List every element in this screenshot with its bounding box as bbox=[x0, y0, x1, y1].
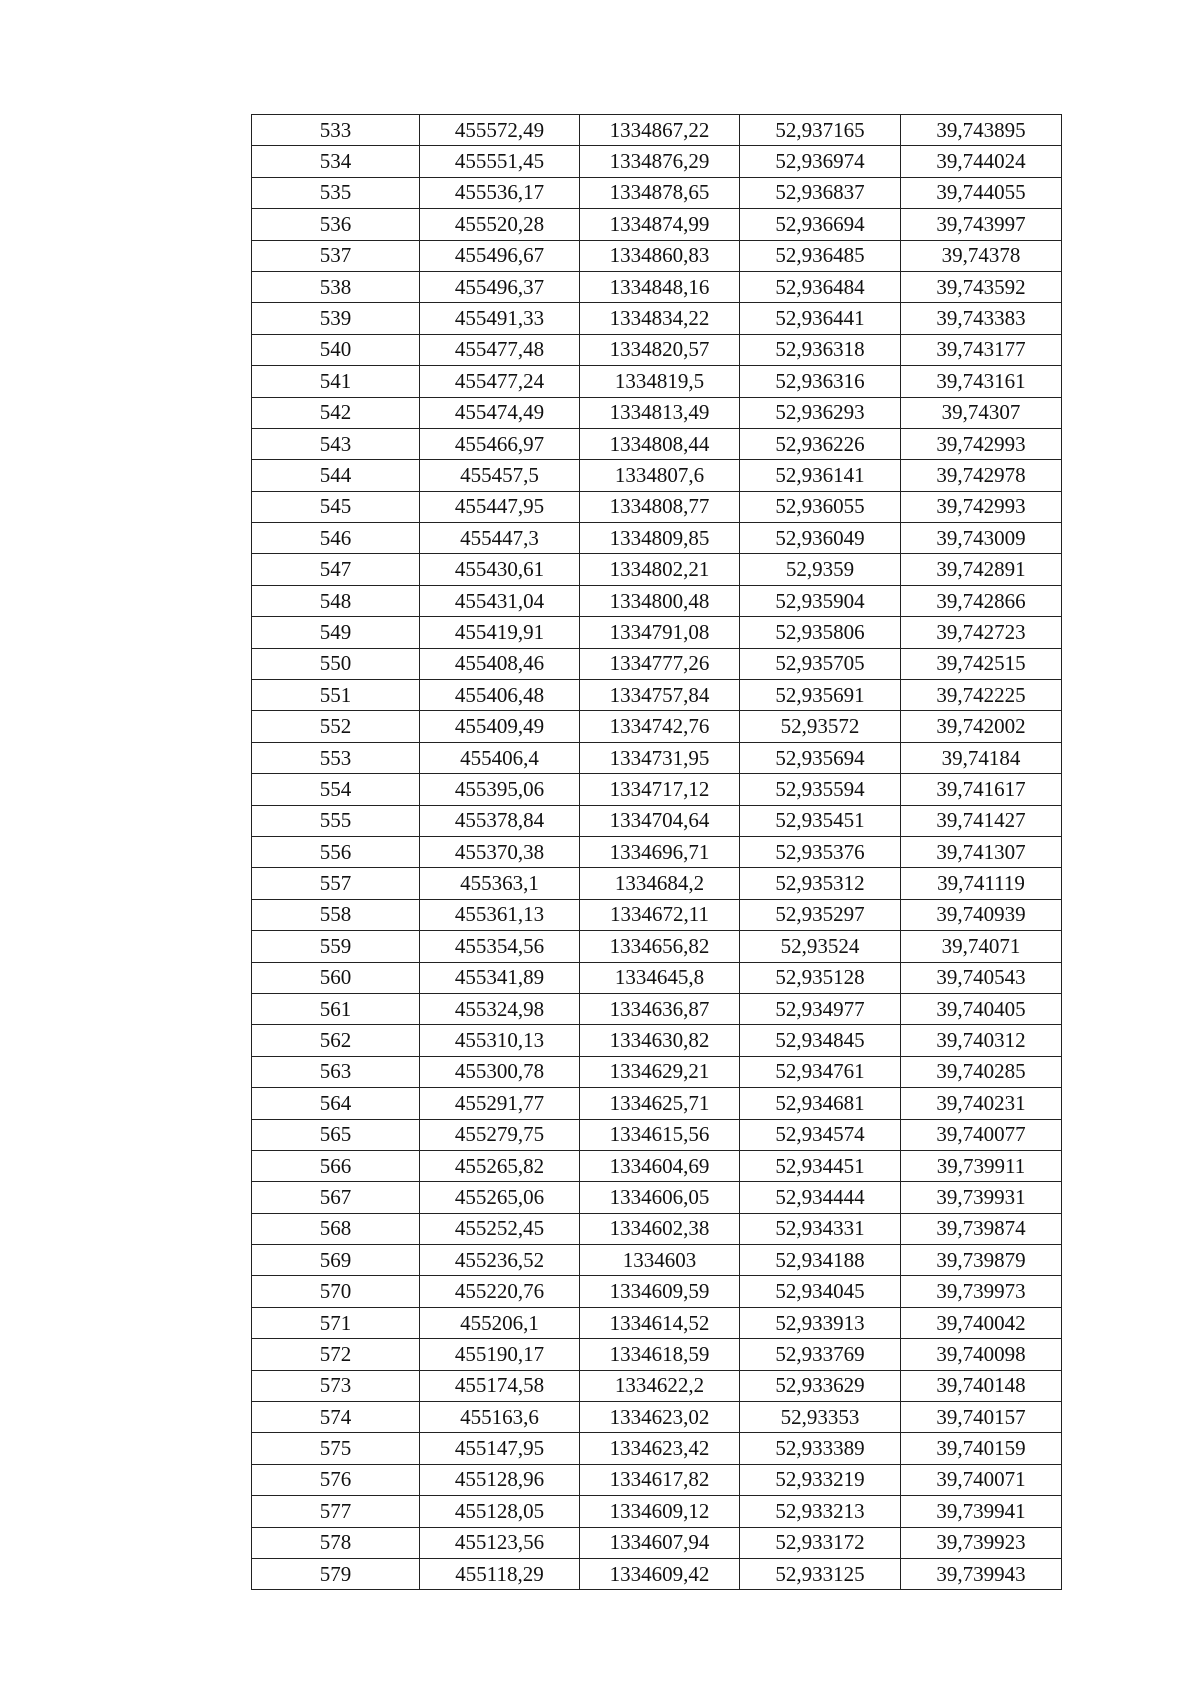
latitude-cell: 52,934574 bbox=[740, 1119, 901, 1150]
longitude-cell: 39,740042 bbox=[901, 1307, 1062, 1338]
point-number-cell: 574 bbox=[252, 1402, 420, 1433]
point-number-cell: 536 bbox=[252, 209, 420, 240]
latitude-cell: 52,93524 bbox=[740, 931, 901, 962]
x-coordinate-cell: 455395,06 bbox=[420, 774, 580, 805]
x-coordinate-cell: 455341,89 bbox=[420, 962, 580, 993]
x-coordinate-cell: 455163,6 bbox=[420, 1402, 580, 1433]
y-coordinate-cell: 1334809,85 bbox=[580, 523, 740, 554]
latitude-cell: 52,934045 bbox=[740, 1276, 901, 1307]
x-coordinate-cell: 455536,17 bbox=[420, 177, 580, 208]
point-number-cell: 560 bbox=[252, 962, 420, 993]
x-coordinate-cell: 455128,05 bbox=[420, 1496, 580, 1527]
latitude-cell: 52,933219 bbox=[740, 1464, 901, 1495]
point-number-cell: 543 bbox=[252, 428, 420, 459]
table-row bbox=[252, 1558, 1062, 1589]
point-number-cell: 559 bbox=[252, 931, 420, 962]
point-number-cell: 571 bbox=[252, 1307, 420, 1338]
point-number-cell: 548 bbox=[252, 585, 420, 616]
longitude-cell: 39,743997 bbox=[901, 209, 1062, 240]
latitude-cell: 52,935297 bbox=[740, 899, 901, 930]
longitude-cell: 39,74071 bbox=[901, 931, 1062, 962]
longitude-cell: 39,744024 bbox=[901, 146, 1062, 177]
y-coordinate-cell: 1334629,21 bbox=[580, 1056, 740, 1087]
longitude-cell: 39,743592 bbox=[901, 271, 1062, 302]
point-number-cell: 553 bbox=[252, 742, 420, 773]
y-coordinate-cell: 1334807,6 bbox=[580, 460, 740, 491]
longitude-cell: 39,74378 bbox=[901, 240, 1062, 271]
point-number-cell: 554 bbox=[252, 774, 420, 805]
x-coordinate-cell: 455291,77 bbox=[420, 1088, 580, 1119]
x-coordinate-cell: 455466,97 bbox=[420, 428, 580, 459]
table-row bbox=[252, 491, 1062, 522]
table-row bbox=[252, 460, 1062, 491]
latitude-cell: 52,933913 bbox=[740, 1307, 901, 1338]
latitude-cell: 52,936441 bbox=[740, 303, 901, 334]
longitude-cell: 39,743383 bbox=[901, 303, 1062, 334]
table-row bbox=[252, 1307, 1062, 1338]
y-coordinate-cell: 1334777,26 bbox=[580, 648, 740, 679]
y-coordinate-cell: 1334684,2 bbox=[580, 868, 740, 899]
table-row bbox=[252, 742, 1062, 773]
table-row bbox=[252, 1245, 1062, 1276]
y-coordinate-cell: 1334800,48 bbox=[580, 585, 740, 616]
latitude-cell: 52,936226 bbox=[740, 428, 901, 459]
point-number-cell: 565 bbox=[252, 1119, 420, 1150]
longitude-cell: 39,739911 bbox=[901, 1150, 1062, 1181]
longitude-cell: 39,743009 bbox=[901, 523, 1062, 554]
point-number-cell: 569 bbox=[252, 1245, 420, 1276]
table-row bbox=[252, 868, 1062, 899]
y-coordinate-cell: 1334860,83 bbox=[580, 240, 740, 271]
table-row bbox=[252, 397, 1062, 428]
latitude-cell: 52,934188 bbox=[740, 1245, 901, 1276]
x-coordinate-cell: 455118,29 bbox=[420, 1558, 580, 1589]
table-row bbox=[252, 303, 1062, 334]
point-number-cell: 572 bbox=[252, 1339, 420, 1370]
table-row bbox=[252, 1025, 1062, 1056]
x-coordinate-cell: 455496,67 bbox=[420, 240, 580, 271]
latitude-cell: 52,936318 bbox=[740, 334, 901, 365]
latitude-cell: 52,936974 bbox=[740, 146, 901, 177]
latitude-cell: 52,936316 bbox=[740, 366, 901, 397]
longitude-cell: 39,740543 bbox=[901, 962, 1062, 993]
y-coordinate-cell: 1334717,12 bbox=[580, 774, 740, 805]
point-number-cell: 577 bbox=[252, 1496, 420, 1527]
point-number-cell: 551 bbox=[252, 680, 420, 711]
point-number-cell: 549 bbox=[252, 617, 420, 648]
table-row bbox=[252, 209, 1062, 240]
longitude-cell: 39,740405 bbox=[901, 993, 1062, 1024]
latitude-cell: 52,93353 bbox=[740, 1402, 901, 1433]
longitude-cell: 39,742993 bbox=[901, 428, 1062, 459]
longitude-cell: 39,741307 bbox=[901, 836, 1062, 867]
latitude-cell: 52,935806 bbox=[740, 617, 901, 648]
table-row bbox=[252, 428, 1062, 459]
longitude-cell: 39,740071 bbox=[901, 1464, 1062, 1495]
longitude-cell: 39,740077 bbox=[901, 1119, 1062, 1150]
x-coordinate-cell: 455123,56 bbox=[420, 1527, 580, 1558]
latitude-cell: 52,935691 bbox=[740, 680, 901, 711]
y-coordinate-cell: 1334604,69 bbox=[580, 1150, 740, 1181]
latitude-cell: 52,934761 bbox=[740, 1056, 901, 1087]
x-coordinate-cell: 455551,45 bbox=[420, 146, 580, 177]
point-number-cell: 578 bbox=[252, 1527, 420, 1558]
longitude-cell: 39,742002 bbox=[901, 711, 1062, 742]
y-coordinate-cell: 1334603 bbox=[580, 1245, 740, 1276]
longitude-cell: 39,739879 bbox=[901, 1245, 1062, 1276]
point-number-cell: 561 bbox=[252, 993, 420, 1024]
x-coordinate-cell: 455190,17 bbox=[420, 1339, 580, 1370]
point-number-cell: 579 bbox=[252, 1558, 420, 1589]
point-number-cell: 556 bbox=[252, 836, 420, 867]
point-number-cell: 537 bbox=[252, 240, 420, 271]
y-coordinate-cell: 1334606,05 bbox=[580, 1182, 740, 1213]
longitude-cell: 39,742891 bbox=[901, 554, 1062, 585]
y-coordinate-cell: 1334623,02 bbox=[580, 1402, 740, 1433]
longitude-cell: 39,741427 bbox=[901, 805, 1062, 836]
point-number-cell: 557 bbox=[252, 868, 420, 899]
x-coordinate-cell: 455310,13 bbox=[420, 1025, 580, 1056]
table-row bbox=[252, 585, 1062, 616]
latitude-cell: 52,935451 bbox=[740, 805, 901, 836]
longitude-cell: 39,740157 bbox=[901, 1402, 1062, 1433]
table-row bbox=[252, 680, 1062, 711]
y-coordinate-cell: 1334623,42 bbox=[580, 1433, 740, 1464]
x-coordinate-cell: 455447,95 bbox=[420, 491, 580, 522]
y-coordinate-cell: 1334625,71 bbox=[580, 1088, 740, 1119]
latitude-cell: 52,934977 bbox=[740, 993, 901, 1024]
x-coordinate-cell: 455236,52 bbox=[420, 1245, 580, 1276]
table-row bbox=[252, 899, 1062, 930]
longitude-cell: 39,739941 bbox=[901, 1496, 1062, 1527]
table-row bbox=[252, 648, 1062, 679]
x-coordinate-cell: 455477,48 bbox=[420, 334, 580, 365]
table-row bbox=[252, 366, 1062, 397]
y-coordinate-cell: 1334878,65 bbox=[580, 177, 740, 208]
x-coordinate-cell: 455457,5 bbox=[420, 460, 580, 491]
longitude-cell: 39,742515 bbox=[901, 648, 1062, 679]
point-number-cell: 544 bbox=[252, 460, 420, 491]
x-coordinate-cell: 455474,49 bbox=[420, 397, 580, 428]
latitude-cell: 52,936694 bbox=[740, 209, 901, 240]
y-coordinate-cell: 1334615,56 bbox=[580, 1119, 740, 1150]
table-row bbox=[252, 1088, 1062, 1119]
y-coordinate-cell: 1334602,38 bbox=[580, 1213, 740, 1244]
y-coordinate-cell: 1334874,99 bbox=[580, 209, 740, 240]
longitude-cell: 39,744055 bbox=[901, 177, 1062, 208]
x-coordinate-cell: 455174,58 bbox=[420, 1370, 580, 1401]
point-number-cell: 546 bbox=[252, 523, 420, 554]
table-row bbox=[252, 1119, 1062, 1150]
x-coordinate-cell: 455419,91 bbox=[420, 617, 580, 648]
y-coordinate-cell: 1334819,5 bbox=[580, 366, 740, 397]
y-coordinate-cell: 1334618,59 bbox=[580, 1339, 740, 1370]
x-coordinate-cell: 455147,95 bbox=[420, 1433, 580, 1464]
table-row bbox=[252, 240, 1062, 271]
x-coordinate-cell: 455279,75 bbox=[420, 1119, 580, 1150]
y-coordinate-cell: 1334609,59 bbox=[580, 1276, 740, 1307]
latitude-cell: 52,934444 bbox=[740, 1182, 901, 1213]
table-row bbox=[252, 711, 1062, 742]
y-coordinate-cell: 1334742,76 bbox=[580, 711, 740, 742]
x-coordinate-cell: 455252,45 bbox=[420, 1213, 580, 1244]
x-coordinate-cell: 455361,13 bbox=[420, 899, 580, 930]
table-row bbox=[252, 1496, 1062, 1527]
longitude-cell: 39,740939 bbox=[901, 899, 1062, 930]
x-coordinate-cell: 455491,33 bbox=[420, 303, 580, 334]
x-coordinate-cell: 455447,3 bbox=[420, 523, 580, 554]
latitude-cell: 52,936293 bbox=[740, 397, 901, 428]
table-row bbox=[252, 1464, 1062, 1495]
latitude-cell: 52,935376 bbox=[740, 836, 901, 867]
latitude-cell: 52,93572 bbox=[740, 711, 901, 742]
longitude-cell: 39,74184 bbox=[901, 742, 1062, 773]
y-coordinate-cell: 1334813,49 bbox=[580, 397, 740, 428]
table-row bbox=[252, 1056, 1062, 1087]
latitude-cell: 52,935594 bbox=[740, 774, 901, 805]
coordinates-table bbox=[251, 114, 1062, 1590]
point-number-cell: 550 bbox=[252, 648, 420, 679]
latitude-cell: 52,933125 bbox=[740, 1558, 901, 1589]
x-coordinate-cell: 455300,78 bbox=[420, 1056, 580, 1087]
point-number-cell: 566 bbox=[252, 1150, 420, 1181]
y-coordinate-cell: 1334672,11 bbox=[580, 899, 740, 930]
latitude-cell: 52,936055 bbox=[740, 491, 901, 522]
longitude-cell: 39,739923 bbox=[901, 1527, 1062, 1558]
table-row bbox=[252, 962, 1062, 993]
x-coordinate-cell: 455324,98 bbox=[420, 993, 580, 1024]
point-number-cell: 542 bbox=[252, 397, 420, 428]
table-row bbox=[252, 805, 1062, 836]
table-row bbox=[252, 523, 1062, 554]
point-number-cell: 552 bbox=[252, 711, 420, 742]
x-coordinate-cell: 455477,24 bbox=[420, 366, 580, 397]
y-coordinate-cell: 1334802,21 bbox=[580, 554, 740, 585]
table-row bbox=[252, 931, 1062, 962]
point-number-cell: 558 bbox=[252, 899, 420, 930]
table-row bbox=[252, 1527, 1062, 1558]
point-number-cell: 567 bbox=[252, 1182, 420, 1213]
point-number-cell: 534 bbox=[252, 146, 420, 177]
point-number-cell: 563 bbox=[252, 1056, 420, 1087]
longitude-cell: 39,739973 bbox=[901, 1276, 1062, 1307]
table-row bbox=[252, 1182, 1062, 1213]
latitude-cell: 52,933389 bbox=[740, 1433, 901, 1464]
latitude-cell: 52,933629 bbox=[740, 1370, 901, 1401]
y-coordinate-cell: 1334834,22 bbox=[580, 303, 740, 334]
x-coordinate-cell: 455409,49 bbox=[420, 711, 580, 742]
latitude-cell: 52,934451 bbox=[740, 1150, 901, 1181]
longitude-cell: 39,740285 bbox=[901, 1056, 1062, 1087]
longitude-cell: 39,743161 bbox=[901, 366, 1062, 397]
table-row bbox=[252, 774, 1062, 805]
longitude-cell: 39,74307 bbox=[901, 397, 1062, 428]
y-coordinate-cell: 1334820,57 bbox=[580, 334, 740, 365]
point-number-cell: 539 bbox=[252, 303, 420, 334]
longitude-cell: 39,742993 bbox=[901, 491, 1062, 522]
longitude-cell: 39,740231 bbox=[901, 1088, 1062, 1119]
y-coordinate-cell: 1334808,77 bbox=[580, 491, 740, 522]
longitude-cell: 39,739874 bbox=[901, 1213, 1062, 1244]
y-coordinate-cell: 1334696,71 bbox=[580, 836, 740, 867]
point-number-cell: 564 bbox=[252, 1088, 420, 1119]
x-coordinate-cell: 455265,82 bbox=[420, 1150, 580, 1181]
latitude-cell: 52,9359 bbox=[740, 554, 901, 585]
point-number-cell: 555 bbox=[252, 805, 420, 836]
x-coordinate-cell: 455370,38 bbox=[420, 836, 580, 867]
longitude-cell: 39,741119 bbox=[901, 868, 1062, 899]
longitude-cell: 39,740148 bbox=[901, 1370, 1062, 1401]
table-row bbox=[252, 617, 1062, 648]
longitude-cell: 39,743177 bbox=[901, 334, 1062, 365]
point-number-cell: 535 bbox=[252, 177, 420, 208]
coordinates-table-body bbox=[252, 115, 1062, 1590]
longitude-cell: 39,740312 bbox=[901, 1025, 1062, 1056]
point-number-cell: 541 bbox=[252, 366, 420, 397]
y-coordinate-cell: 1334848,16 bbox=[580, 271, 740, 302]
longitude-cell: 39,740098 bbox=[901, 1339, 1062, 1370]
table-row bbox=[252, 1402, 1062, 1433]
table-row bbox=[252, 1433, 1062, 1464]
table-row bbox=[252, 993, 1062, 1024]
x-coordinate-cell: 455354,56 bbox=[420, 931, 580, 962]
x-coordinate-cell: 455520,28 bbox=[420, 209, 580, 240]
longitude-cell: 39,740159 bbox=[901, 1433, 1062, 1464]
y-coordinate-cell: 1334808,44 bbox=[580, 428, 740, 459]
table-row bbox=[252, 115, 1062, 146]
latitude-cell: 52,934681 bbox=[740, 1088, 901, 1119]
x-coordinate-cell: 455430,61 bbox=[420, 554, 580, 585]
y-coordinate-cell: 1334645,8 bbox=[580, 962, 740, 993]
table-row bbox=[252, 1150, 1062, 1181]
latitude-cell: 52,935312 bbox=[740, 868, 901, 899]
latitude-cell: 52,935694 bbox=[740, 742, 901, 773]
latitude-cell: 52,936049 bbox=[740, 523, 901, 554]
table-row bbox=[252, 1213, 1062, 1244]
latitude-cell: 52,933769 bbox=[740, 1339, 901, 1370]
x-coordinate-cell: 455572,49 bbox=[420, 115, 580, 146]
x-coordinate-cell: 455363,1 bbox=[420, 868, 580, 899]
x-coordinate-cell: 455378,84 bbox=[420, 805, 580, 836]
point-number-cell: 570 bbox=[252, 1276, 420, 1307]
table-row bbox=[252, 271, 1062, 302]
point-number-cell: 575 bbox=[252, 1433, 420, 1464]
y-coordinate-cell: 1334867,22 bbox=[580, 115, 740, 146]
point-number-cell: 573 bbox=[252, 1370, 420, 1401]
longitude-cell: 39,739943 bbox=[901, 1558, 1062, 1589]
latitude-cell: 52,936484 bbox=[740, 271, 901, 302]
table-row bbox=[252, 334, 1062, 365]
longitude-cell: 39,742225 bbox=[901, 680, 1062, 711]
x-coordinate-cell: 455128,96 bbox=[420, 1464, 580, 1495]
point-number-cell: 540 bbox=[252, 334, 420, 365]
latitude-cell: 52,937165 bbox=[740, 115, 901, 146]
y-coordinate-cell: 1334876,29 bbox=[580, 146, 740, 177]
longitude-cell: 39,742866 bbox=[901, 585, 1062, 616]
x-coordinate-cell: 455406,4 bbox=[420, 742, 580, 773]
table-row bbox=[252, 836, 1062, 867]
x-coordinate-cell: 455406,48 bbox=[420, 680, 580, 711]
y-coordinate-cell: 1334731,95 bbox=[580, 742, 740, 773]
longitude-cell: 39,742723 bbox=[901, 617, 1062, 648]
point-number-cell: 547 bbox=[252, 554, 420, 585]
y-coordinate-cell: 1334609,42 bbox=[580, 1558, 740, 1589]
table-row bbox=[252, 146, 1062, 177]
point-number-cell: 545 bbox=[252, 491, 420, 522]
latitude-cell: 52,935705 bbox=[740, 648, 901, 679]
x-coordinate-cell: 455408,46 bbox=[420, 648, 580, 679]
x-coordinate-cell: 455431,04 bbox=[420, 585, 580, 616]
latitude-cell: 52,936837 bbox=[740, 177, 901, 208]
longitude-cell: 39,741617 bbox=[901, 774, 1062, 805]
point-number-cell: 562 bbox=[252, 1025, 420, 1056]
longitude-cell: 39,739931 bbox=[901, 1182, 1062, 1213]
latitude-cell: 52,934331 bbox=[740, 1213, 901, 1244]
x-coordinate-cell: 455206,1 bbox=[420, 1307, 580, 1338]
longitude-cell: 39,742978 bbox=[901, 460, 1062, 491]
latitude-cell: 52,936141 bbox=[740, 460, 901, 491]
y-coordinate-cell: 1334757,84 bbox=[580, 680, 740, 711]
y-coordinate-cell: 1334617,82 bbox=[580, 1464, 740, 1495]
table-row bbox=[252, 1370, 1062, 1401]
x-coordinate-cell: 455496,37 bbox=[420, 271, 580, 302]
table-row bbox=[252, 177, 1062, 208]
y-coordinate-cell: 1334636,87 bbox=[580, 993, 740, 1024]
point-number-cell: 576 bbox=[252, 1464, 420, 1495]
y-coordinate-cell: 1334614,52 bbox=[580, 1307, 740, 1338]
y-coordinate-cell: 1334704,64 bbox=[580, 805, 740, 836]
latitude-cell: 52,935904 bbox=[740, 585, 901, 616]
y-coordinate-cell: 1334630,82 bbox=[580, 1025, 740, 1056]
table-row bbox=[252, 1276, 1062, 1307]
table-row bbox=[252, 554, 1062, 585]
x-coordinate-cell: 455220,76 bbox=[420, 1276, 580, 1307]
point-number-cell: 568 bbox=[252, 1213, 420, 1244]
y-coordinate-cell: 1334607,94 bbox=[580, 1527, 740, 1558]
latitude-cell: 52,936485 bbox=[740, 240, 901, 271]
point-number-cell: 533 bbox=[252, 115, 420, 146]
longitude-cell: 39,743895 bbox=[901, 115, 1062, 146]
y-coordinate-cell: 1334656,82 bbox=[580, 931, 740, 962]
latitude-cell: 52,934845 bbox=[740, 1025, 901, 1056]
latitude-cell: 52,933172 bbox=[740, 1527, 901, 1558]
y-coordinate-cell: 1334622,2 bbox=[580, 1370, 740, 1401]
table-row bbox=[252, 1339, 1062, 1370]
latitude-cell: 52,935128 bbox=[740, 962, 901, 993]
y-coordinate-cell: 1334609,12 bbox=[580, 1496, 740, 1527]
latitude-cell: 52,933213 bbox=[740, 1496, 901, 1527]
point-number-cell: 538 bbox=[252, 271, 420, 302]
y-coordinate-cell: 1334791,08 bbox=[580, 617, 740, 648]
x-coordinate-cell: 455265,06 bbox=[420, 1182, 580, 1213]
